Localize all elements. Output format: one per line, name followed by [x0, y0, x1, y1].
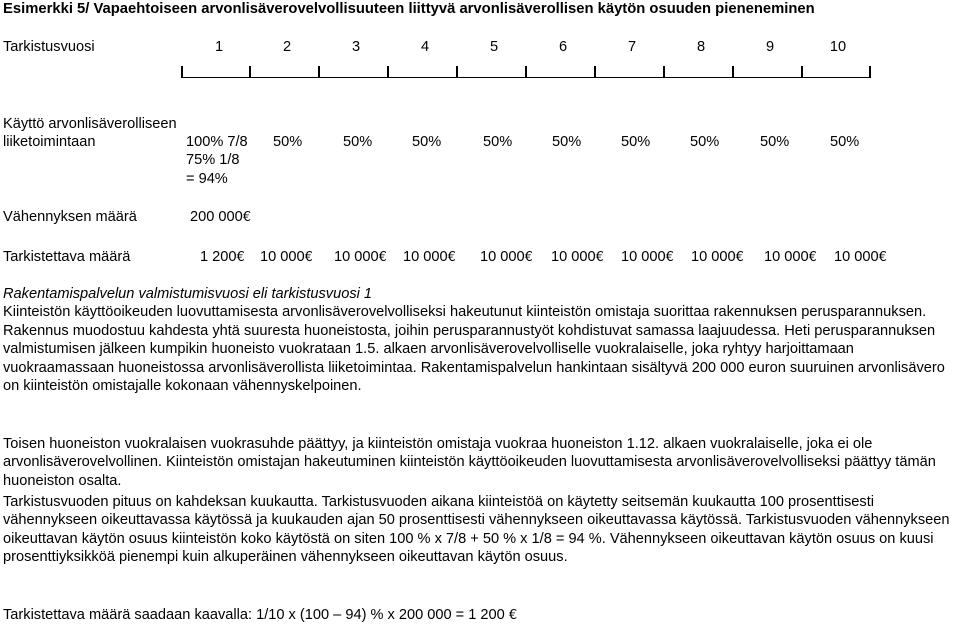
euro-icon: € — [524, 250, 533, 265]
adjusted-cell — [551, 248, 604, 267]
page-title: Esimerkki 5/ Vapaehtoiseen arvonlisäverovelvollisuuteen liittyvä arvonlisäverollisen käytön osuuden pieneneminen — [3, 1, 815, 17]
section-3 — [3, 493, 958, 567]
deduction-label: Vähennyksen määrä — [3, 209, 137, 225]
euro-icon: € — [447, 250, 456, 265]
section-2 — [3, 435, 958, 490]
year-cell: 2 — [282, 39, 292, 55]
timeline-tick — [387, 66, 389, 78]
formula-text: Tarkistettava määrä saadaan kaavalla: 1/10 x (100 – 94) % x 200 000 = 1 200 — [3, 607, 505, 623]
year-cell: 4 — [420, 39, 430, 55]
euro-icon: € — [878, 250, 887, 265]
deduction-amount: 200 000 — [190, 209, 243, 225]
euro-icon: € — [236, 250, 245, 265]
timeline-tick — [456, 66, 458, 78]
adjusted-cell — [334, 248, 387, 267]
usage-cell: 50% — [483, 134, 513, 150]
usage-first-line1: 100% 7/8 — [186, 134, 248, 150]
year-cell: 1 — [214, 39, 224, 55]
adjusted-amount: 10 000 — [834, 249, 879, 265]
usage-cell: 50% — [343, 134, 373, 150]
adjusted-cell — [200, 248, 245, 267]
year-cell: 9 — [765, 39, 775, 55]
adjusted-cell — [621, 248, 674, 267]
timeline-tick — [663, 66, 665, 78]
adjusted-amount: 10 000 — [480, 249, 525, 265]
timeline-tick — [318, 66, 320, 78]
usage-cell: 50% — [412, 134, 442, 150]
usage-first-line2: 75% 1/8 — [186, 152, 240, 168]
adjusted-cell — [480, 248, 533, 267]
adjusted-amount: 10 000 — [691, 249, 736, 265]
euro-icon: € — [508, 608, 518, 623]
euro-icon: € — [735, 250, 744, 265]
adjusted-label: Tarkistettava määrä — [3, 249, 131, 265]
section-1-heading: Rakentamispalvelun valmistumisvuosi eli tarkistusvuosi 1 — [3, 286, 373, 302]
usage-cell: 50% — [760, 134, 790, 150]
usage-cell: 50% — [830, 134, 860, 150]
adjusted-cell — [403, 248, 456, 267]
timeline-tick — [732, 66, 734, 78]
euro-icon: € — [304, 250, 313, 265]
adjusted-cell — [764, 248, 817, 267]
timeline-tick — [869, 66, 871, 78]
usage-cell: 50% — [273, 134, 303, 150]
adjusted-cell — [691, 248, 744, 267]
timeline-tick — [181, 66, 183, 78]
section-2-body: Toisen huoneiston vuokralaisen vuokrasuhde päättyy, ja kiinteistön omistaja vuokraa huoneiston 1.12. alkaen vuokralaiselle, joka ei ole arvonlisäverovelvollinen. Kiinteistön omistajan hakeutuminen kiinteistön käyttöoikeuden luovuttamisesta arvonlisäverovelvolliseksi päättyy tämän huoneiston osalta. — [3, 436, 936, 489]
years-label: Tarkistusvuosi — [3, 39, 95, 55]
year-cell: 10 — [829, 39, 847, 55]
deduction-value — [190, 208, 251, 227]
section-4-formula — [3, 606, 958, 625]
adjusted-amount: 10 000 — [334, 249, 379, 265]
euro-icon: € — [595, 250, 604, 265]
usage-first-line3: = 94% — [186, 171, 228, 187]
usage-label-line2: liiketoimintaan — [3, 134, 96, 150]
year-cell: 3 — [351, 39, 361, 55]
euro-icon: € — [665, 250, 674, 265]
adjusted-amount: 10 000 — [403, 249, 448, 265]
section-1 — [3, 285, 958, 395]
adjusted-amount: 10 000 — [621, 249, 666, 265]
timeline-tick — [525, 66, 527, 78]
adjusted-amount: 10 000 — [260, 249, 305, 265]
usage-cell: 50% — [621, 134, 651, 150]
section-4 — [3, 606, 958, 625]
adjusted-cell — [260, 248, 313, 267]
section-1-body: Kiinteistön käyttöoikeuden luovuttamisesta arvonlisäverovelvolliseksi hakeutunut kiinteistön omistaja suorittaa rakennuksen perusparannuksen. Rakennus muodostuu kahdesta yhtä suuresta huoneistosta, joihin perusparannustyöt kohdistuvat samassa laajuudessa. Heti perusparannuksen valmistumisen jälkeen kumpikin huoneisto vuokrataan 1.5. alkaen arvonlisäverovelvolliselle vuokralaiselle, joka ryhtyy harjoittamaan vuokraamassaan huoneistossa arvonlisäverollista liiketoimintaa. Rakentamispalvelun hankintaan sisältyvä 200 000 euron suuruinen arvonlisävero on kiinteistön omistajalle kokonaan vähennyskelpoinen. — [3, 304, 945, 395]
euro-icon: € — [808, 250, 817, 265]
timeline-tick — [249, 66, 251, 78]
year-cell: 8 — [696, 39, 706, 55]
year-cell: 5 — [489, 39, 499, 55]
euro-icon: € — [378, 250, 387, 265]
usage-label-line1: Käyttö arvonlisäverolliseen — [3, 116, 177, 132]
euro-icon: € — [242, 210, 252, 225]
usage-cell: 50% — [690, 134, 720, 150]
timeline — [181, 66, 871, 78]
adjusted-cell — [834, 248, 887, 267]
timeline-tick — [594, 66, 596, 78]
adjusted-amount: 1 200 — [200, 249, 237, 265]
adjusted-amount: 10 000 — [764, 249, 809, 265]
year-cell: 6 — [558, 39, 568, 55]
timeline-tick — [801, 66, 803, 78]
section-3-body: Tarkistusvuoden pituus on kahdeksan kuukautta. Tarkistusvuoden aikana kiinteistöä on käytetty seitsemän kuukautta 100 prosenttisesti vähennykseen oikeuttavassa käytössä ja kuukauden ajan 50 prosenttisesti vähennykseen oikeuttavassa käytössä. Tarkistusvuoden vähennykseen oikeuttavan käytön osuus kiinteistön koko käytöstä on siten 100 % x 7/8 + 50 % x 1/8 = 94 %. Vähennykseen oikeuttavan käytön osuus on kuusi prosenttiyksikköä pienempi kuin alkuperäinen vähennykseen oikeuttavan käytön osuus. — [3, 494, 950, 566]
adjusted-amount: 10 000 — [551, 249, 596, 265]
year-cell: 7 — [627, 39, 637, 55]
usage-cell: 50% — [552, 134, 582, 150]
